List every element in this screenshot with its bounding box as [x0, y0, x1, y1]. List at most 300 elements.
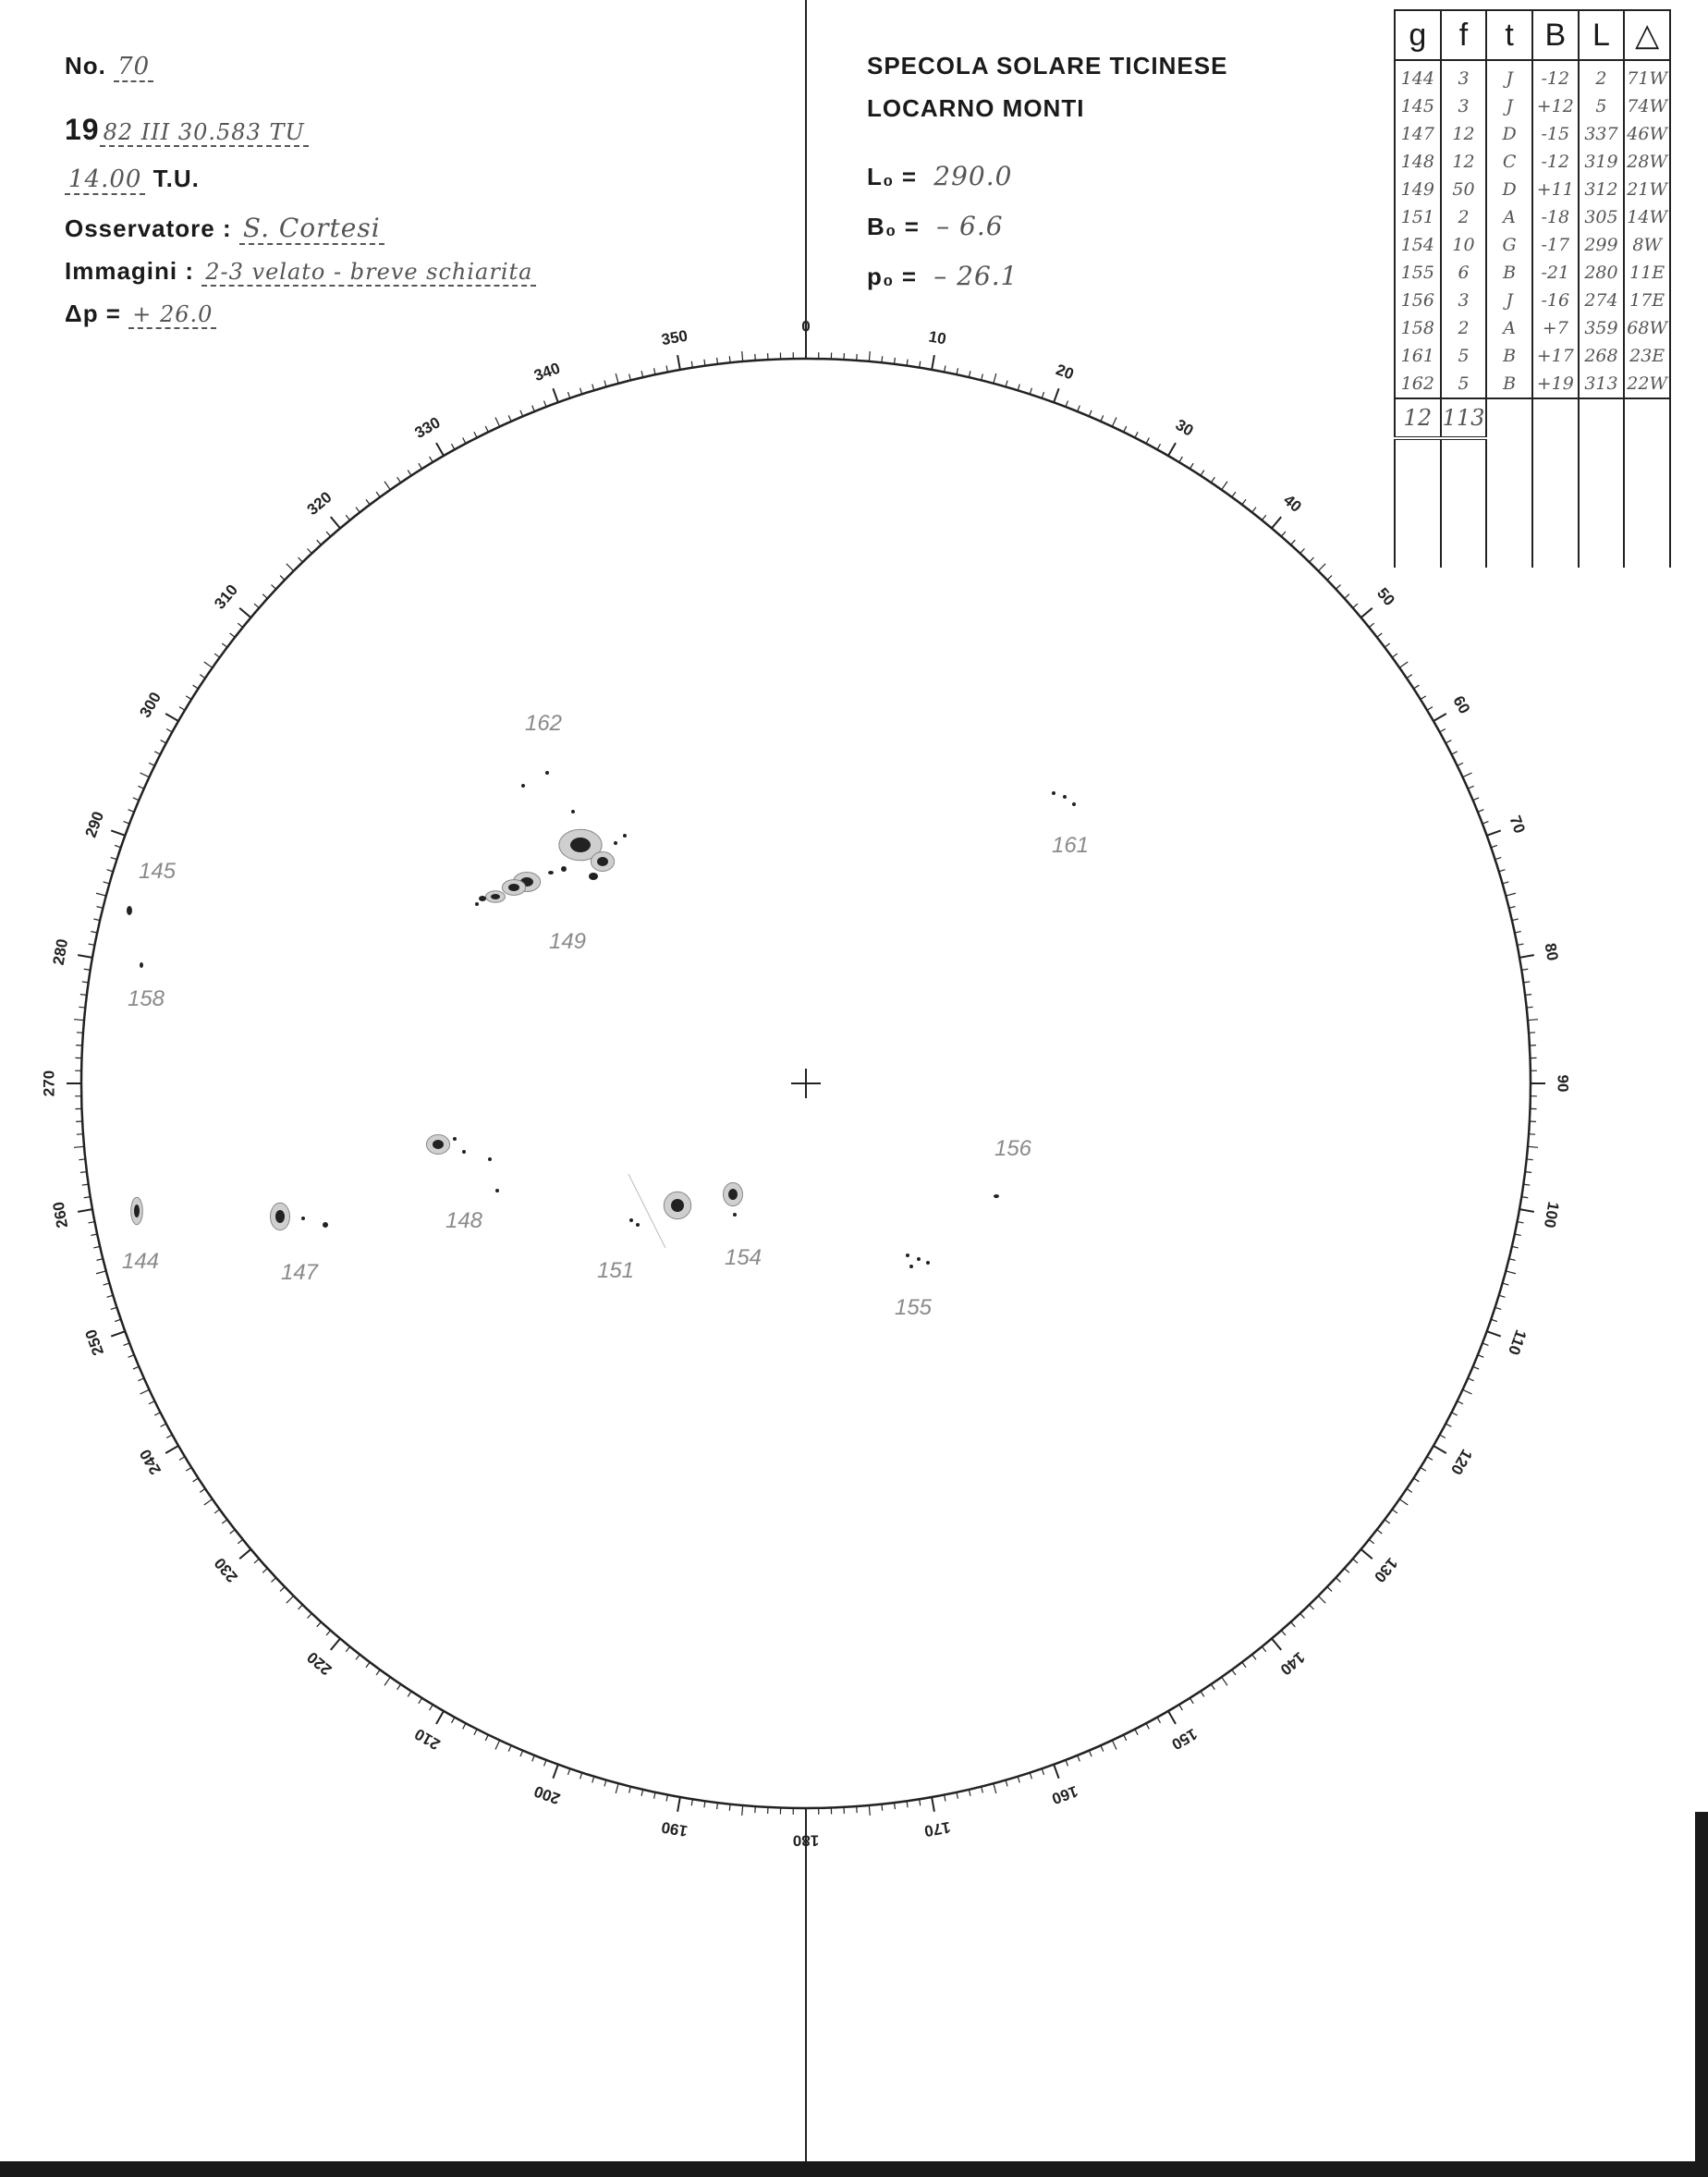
group-label-144: 144 [121, 1249, 160, 1274]
table-cell: G [1486, 231, 1532, 259]
group-label-155: 155 [894, 1295, 933, 1320]
dial-tick [161, 1424, 166, 1426]
dial-tick [74, 1146, 84, 1147]
dial-tick [200, 1488, 205, 1492]
umbra [614, 841, 617, 845]
table-cell: J [1486, 92, 1532, 120]
umbra [134, 1205, 140, 1217]
dial-tick [495, 1741, 500, 1750]
table-cell: 144 [1395, 60, 1441, 92]
umbra [636, 1223, 640, 1227]
dial-tick [1421, 696, 1426, 700]
table-cell: +17 [1532, 342, 1579, 370]
dial-tick [299, 557, 303, 562]
images-label: Immagini : [65, 257, 195, 285]
dial-tick [200, 675, 205, 679]
dial-tick [271, 585, 275, 590]
observatory-location: LOCARNO MONTI [867, 94, 1085, 122]
dial-tick [654, 1792, 655, 1799]
dial-tick [204, 1499, 213, 1505]
dial-tick [1512, 1246, 1519, 1248]
dial-tick [1112, 417, 1116, 426]
table-cell: 3 [1441, 287, 1487, 314]
dial-tick [882, 356, 883, 362]
dial-tick [1353, 604, 1358, 608]
dial-tick [1190, 1698, 1193, 1704]
total-groups: 12 [1395, 398, 1441, 438]
dial-tick [1399, 1499, 1408, 1505]
dial-tick [532, 406, 535, 411]
table-cell: 359 [1579, 314, 1625, 342]
date-value: 82 III 30.583 TU [100, 119, 309, 147]
table-cell: 319 [1579, 148, 1625, 176]
dial-tick [124, 1343, 130, 1346]
dial-tick [436, 443, 444, 456]
dial-tick [1515, 1234, 1521, 1235]
table-cell: 17E [1624, 287, 1670, 314]
number-value: 70 [114, 53, 153, 82]
dial-label: 0 [801, 317, 811, 336]
dial-label: 240 [136, 1446, 165, 1478]
dial-tick [238, 623, 242, 627]
dial-tick [331, 1639, 340, 1650]
table-cell: 154 [1395, 231, 1441, 259]
umbra [1052, 791, 1055, 795]
dial-tick [1458, 763, 1463, 765]
dial-tick [592, 385, 594, 391]
dial-tick [1327, 1587, 1332, 1592]
dial-tick [149, 763, 154, 765]
table-cell: 2 [1441, 203, 1487, 231]
dial-tick [1473, 1366, 1479, 1369]
dial-tick [485, 1735, 488, 1741]
dial-tick [1146, 438, 1149, 444]
dial-tick [133, 798, 139, 801]
dial-tick [1345, 1569, 1349, 1573]
dial-tick [239, 608, 250, 618]
dial-tick [78, 1209, 92, 1212]
dial-tick [1318, 1596, 1325, 1603]
dial-tick [262, 1569, 267, 1573]
umbra [589, 873, 598, 880]
dial-tick [140, 773, 149, 777]
dial-tick [1179, 1705, 1183, 1710]
umbra [323, 1222, 328, 1228]
table-cell: +19 [1532, 370, 1579, 398]
umbra [275, 1210, 285, 1223]
dial-tick [1135, 432, 1138, 437]
dial-tick [1491, 1319, 1497, 1321]
group-label-156: 156 [994, 1136, 1032, 1161]
dial-tick [957, 368, 958, 374]
dial-tick [93, 919, 100, 921]
dial-label: 270 [40, 1070, 58, 1097]
dial-tick [78, 955, 92, 958]
dial-tick [230, 1530, 236, 1534]
dial-tick [1018, 385, 1019, 391]
table-cell: 161 [1395, 342, 1441, 370]
umbra [623, 834, 627, 838]
dial-tick [79, 1007, 85, 1008]
dial-tick [1482, 822, 1489, 825]
dial-label: 110 [1505, 1327, 1531, 1358]
col-b: B [1532, 10, 1579, 60]
dial-tick [419, 463, 422, 469]
dial-tick [932, 355, 934, 370]
dial-tick [969, 1790, 970, 1796]
dial-tick [1101, 415, 1104, 421]
dial-tick [262, 594, 267, 599]
umbra [733, 1213, 737, 1217]
dial-label: 130 [1371, 1554, 1401, 1586]
table-cell: 156 [1395, 287, 1441, 314]
table-cell: 14W [1624, 203, 1670, 231]
dial-tick [299, 1605, 303, 1609]
dial-tick [96, 907, 103, 909]
dial-tick [1054, 388, 1058, 402]
dial-tick [1222, 482, 1227, 490]
dial-tick [1042, 1768, 1043, 1775]
table-cell: 5 [1441, 370, 1487, 398]
dial-tick [1262, 1646, 1265, 1651]
dial-tick [115, 1319, 121, 1321]
dial-tick [1242, 499, 1246, 505]
dial-tick [346, 515, 349, 520]
table-cell: 71W [1624, 60, 1670, 92]
dial-tick [1482, 1343, 1489, 1346]
col-delta: △ [1624, 10, 1670, 60]
dial-tick [895, 358, 896, 364]
dial-tick [1427, 1457, 1433, 1461]
dial-tick [1385, 1520, 1390, 1523]
dial-tick [384, 1677, 390, 1685]
dial-tick [1509, 907, 1516, 909]
dial-tick [1495, 1307, 1502, 1309]
dial-tick [508, 415, 511, 421]
dial-tick [1201, 1692, 1204, 1697]
dial-tick [1190, 463, 1193, 469]
dial-label: 160 [1049, 1781, 1080, 1808]
umbra [909, 1265, 913, 1268]
year-prefix: 19 [65, 113, 100, 146]
umbra [479, 896, 486, 901]
group-label-149: 149 [548, 929, 587, 954]
dial-label: 10 [927, 327, 948, 349]
dial-tick [356, 1655, 360, 1660]
dial-tick [1089, 410, 1092, 416]
dial-label: 280 [49, 937, 72, 967]
dial-tick [1066, 401, 1068, 408]
table-cell: -16 [1532, 287, 1579, 314]
dial-tick [1525, 995, 1531, 996]
table-cell: +12 [1532, 92, 1579, 120]
dial-tick [1242, 1662, 1246, 1668]
table-cell: C [1486, 148, 1532, 176]
table-cell: 3 [1441, 60, 1487, 92]
dial-tick [1018, 1777, 1019, 1783]
umbra [127, 906, 132, 915]
table-cell: 2 [1441, 314, 1487, 342]
umbra [462, 1150, 466, 1154]
table-cell: -21 [1532, 259, 1579, 287]
scan-edge-right [1695, 1812, 1708, 2163]
dial-tick [567, 1768, 569, 1775]
dial-tick [346, 1646, 349, 1651]
dial-tick [544, 401, 547, 408]
dial-tick [1519, 955, 1534, 958]
observatory-name: SPECOLA SOLARE TICINESE [867, 52, 1228, 79]
dial-tick [495, 417, 500, 426]
dial-tick [1078, 1755, 1080, 1761]
dial-label: 100 [1540, 1200, 1563, 1229]
dial-tick [239, 1549, 250, 1559]
table-cell: 280 [1579, 259, 1625, 287]
dp-label: Δp = [65, 300, 121, 327]
dial-tick [1211, 477, 1214, 483]
umbra [545, 771, 549, 775]
dial-tick [553, 1765, 557, 1779]
dial-tick [111, 858, 117, 860]
dial-label: 290 [81, 809, 108, 840]
group-label-154: 154 [724, 1245, 762, 1270]
dial-tick [508, 1745, 511, 1751]
dial-tick [376, 1669, 380, 1675]
dial-tick [1272, 1639, 1281, 1650]
dial-tick [742, 1805, 743, 1816]
table-cell: 313 [1579, 370, 1625, 398]
dial-tick [107, 870, 114, 872]
umbra [453, 1137, 457, 1141]
dial-label: 230 [211, 1554, 241, 1586]
dial-tick [74, 1020, 84, 1021]
dial-label: 20 [1053, 361, 1077, 384]
table-cell: 2 [1579, 60, 1625, 92]
dial-tick [1407, 1488, 1412, 1492]
table-cell: D [1486, 120, 1532, 148]
dial-tick [717, 1803, 718, 1809]
sunspots [127, 771, 1076, 1268]
dial-tick [1506, 1271, 1516, 1274]
dial-tick [1222, 1677, 1227, 1685]
table-cell: 21W [1624, 176, 1670, 203]
dial-tick [1201, 471, 1204, 476]
dial-tick [1515, 932, 1521, 933]
dial-tick [463, 438, 466, 444]
table-cell: 8W [1624, 231, 1670, 259]
dial-tick [1281, 532, 1286, 536]
dial-tick [408, 1692, 411, 1697]
umbra [917, 1257, 921, 1261]
dial-tick [1030, 388, 1031, 395]
table-cell: 10 [1441, 231, 1487, 259]
dial-label: 300 [136, 689, 165, 721]
dial-tick [1499, 1295, 1506, 1297]
dial-tick [932, 1797, 934, 1812]
dial-tick [1336, 1578, 1340, 1583]
dial-tick [133, 1366, 139, 1369]
dial-tick [111, 1307, 117, 1309]
table-cell: 23E [1624, 342, 1670, 370]
table-cell: 50 [1441, 176, 1487, 203]
dial-tick [1300, 1613, 1305, 1618]
dial-label: 90 [1554, 1074, 1572, 1093]
dial-tick [366, 1662, 370, 1668]
dial-label: 50 [1373, 584, 1398, 609]
dial-tick [729, 1804, 730, 1811]
dial-label: 180 [792, 1831, 820, 1850]
dial-tick [553, 388, 557, 402]
dp-value: + 26.0 [128, 301, 216, 329]
dial-tick [376, 492, 380, 497]
dial-tick [80, 995, 87, 996]
dial-tick [616, 373, 618, 384]
dial-tick [616, 1783, 618, 1793]
images-value: 2-3 velato - breve schiarita [201, 259, 536, 287]
dial-tick [1414, 1478, 1420, 1482]
dial-tick [1030, 1773, 1031, 1780]
table-cell: B [1486, 370, 1532, 398]
dial-tick [165, 1446, 178, 1453]
dial-tick [452, 1718, 455, 1723]
dial-tick [1262, 515, 1265, 520]
dial-tick [280, 576, 285, 581]
dial-tick [1525, 1172, 1531, 1173]
dial-tick [1252, 508, 1256, 513]
dial-tick [592, 1777, 594, 1783]
dial-tick [1078, 406, 1080, 411]
dial-tick [1232, 492, 1236, 497]
table-cell: 28W [1624, 148, 1670, 176]
umbra [629, 1218, 633, 1222]
dial-tick [1054, 1765, 1058, 1779]
group-label-158: 158 [127, 986, 165, 1011]
umbra [994, 1194, 999, 1198]
table-cell: B [1486, 259, 1532, 287]
dial-tick [80, 1172, 87, 1173]
table-cell: -12 [1532, 60, 1579, 92]
table-cell: 5 [1579, 92, 1625, 120]
table-cell: D [1486, 176, 1532, 203]
center-cross [791, 1069, 821, 1098]
dial-tick [193, 1478, 199, 1482]
dial-label: 120 [1446, 1446, 1476, 1478]
dial-tick [1434, 714, 1446, 721]
dial-tick [969, 371, 970, 377]
dial-tick [186, 1467, 191, 1471]
group-label-145: 145 [138, 859, 177, 884]
col-t: t [1486, 10, 1532, 60]
dial-tick [1369, 1539, 1373, 1543]
faint-mark [628, 1174, 665, 1248]
dial-tick [1146, 1723, 1149, 1729]
dial-tick [1369, 623, 1373, 627]
dial-tick [1509, 1259, 1516, 1261]
dial-tick [1392, 654, 1397, 657]
table-cell: 162 [1395, 370, 1441, 398]
table-cell: 155 [1395, 259, 1441, 287]
umbra [926, 1261, 930, 1265]
dial-tick [1232, 1669, 1236, 1675]
umbra [488, 1157, 492, 1161]
dial-tick [1452, 752, 1458, 754]
dial-tick [317, 1622, 322, 1627]
dial-tick [1353, 1559, 1358, 1563]
dial-tick [1042, 392, 1043, 398]
b0-value: – 6.6 [936, 211, 1004, 241]
dial-tick [1179, 457, 1183, 462]
dial-tick [154, 752, 160, 754]
dial-label: 340 [531, 359, 563, 385]
group-label-147: 147 [280, 1260, 319, 1285]
dial-tick [326, 1631, 331, 1635]
dial-label: 40 [1280, 491, 1305, 516]
dial-tick [115, 845, 121, 847]
dial-tick [238, 1539, 242, 1543]
dial-label: 190 [660, 1817, 689, 1841]
dial-tick [654, 368, 655, 374]
table-cell: J [1486, 60, 1532, 92]
dial-tick [1452, 1413, 1458, 1415]
table-cell: 5 [1441, 342, 1487, 370]
table-cell: 3 [1441, 92, 1487, 120]
dial-tick [326, 532, 331, 536]
dial-tick [331, 517, 340, 528]
dial-tick [1392, 1510, 1397, 1513]
dial-tick [230, 633, 236, 637]
dial-tick [1361, 608, 1372, 618]
dial-tick [1385, 643, 1390, 647]
col-g: g [1395, 10, 1441, 60]
umbra [728, 1189, 738, 1200]
group-label-151: 151 [596, 1258, 635, 1283]
dial-tick [111, 830, 125, 835]
dial-tick [111, 1331, 125, 1336]
dial-tick [1463, 1389, 1472, 1394]
dial-tick [520, 1751, 523, 1756]
dial-tick [474, 432, 477, 437]
dial-tick [397, 477, 401, 483]
dial-tick [1491, 845, 1497, 847]
dial-tick [107, 1295, 114, 1297]
dial-tick [96, 1259, 103, 1261]
dial-tick [96, 1271, 106, 1274]
dial-tick [1168, 1711, 1176, 1724]
dial-tick [317, 540, 322, 544]
table-cell: 305 [1579, 203, 1625, 231]
dial-tick [93, 1246, 100, 1248]
dial-tick [287, 1596, 294, 1603]
group-label-162: 162 [524, 711, 563, 736]
time-unit: T.U. [152, 165, 200, 192]
dial-tick [1252, 1655, 1256, 1660]
dial-tick [520, 410, 523, 416]
dial-tick [994, 1783, 996, 1793]
table-cell: 46W [1624, 120, 1670, 148]
dial-tick [1446, 740, 1451, 743]
dial-tick [1512, 919, 1519, 921]
dial-tick [254, 1559, 259, 1563]
umbra [548, 871, 554, 874]
dial-tick [641, 371, 643, 377]
dial-tick [419, 1698, 422, 1704]
col-f: f [1441, 10, 1487, 60]
dial-label: 330 [411, 413, 444, 443]
dial-tick [532, 1755, 535, 1761]
dial-tick [271, 1578, 275, 1583]
dial-tick [452, 444, 455, 449]
dial-tick [729, 356, 730, 362]
table-cell: A [1486, 314, 1532, 342]
